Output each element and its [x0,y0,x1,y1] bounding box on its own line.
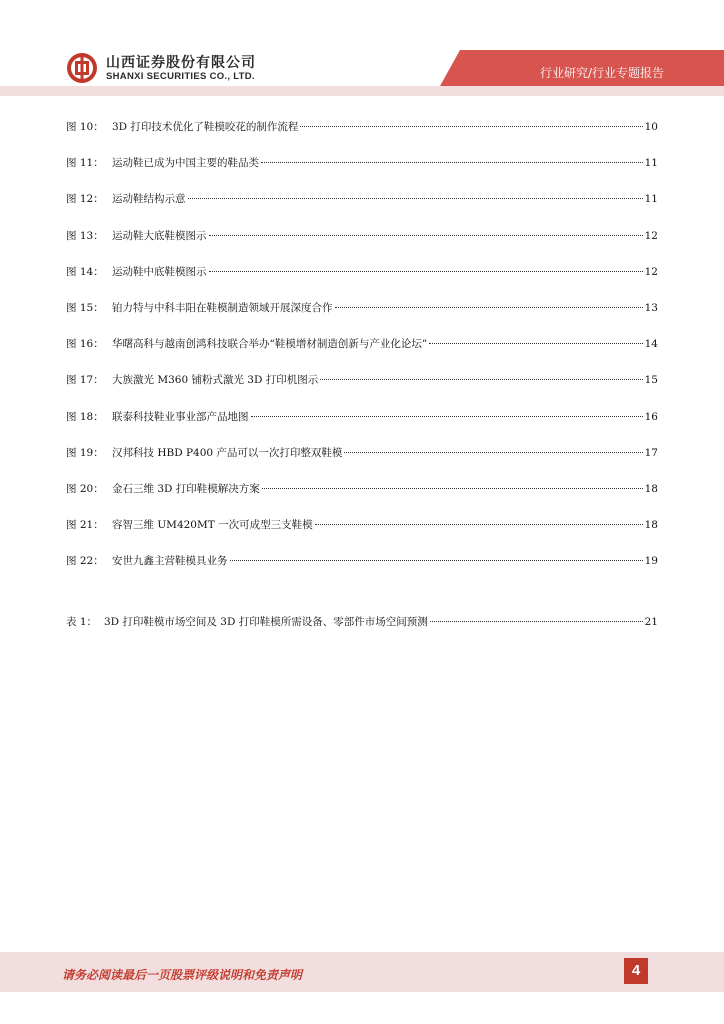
figure-page: 12 [644,229,658,242]
figure-title: 3D 打印技术优化了鞋模咬花的制作流程 [112,121,299,133]
figure-page: 10 [644,121,658,133]
figure-title: 铂力特与中科丰阳在鞋模制造领域开展深度合作 [112,301,333,314]
company-name-cn: 山西证券股份有限公司 [106,55,256,71]
table-title: 3D 打印鞋模市场空间及 3D 打印鞋模所需设备、零部件市场空间预测 [104,616,428,628]
table-page: 21 [644,616,658,628]
dot-leader [320,379,642,380]
figure-entry[interactable] [66,481,658,517]
dot-leader [262,488,643,489]
figure-entry[interactable] [66,409,658,445]
figure-label: 图 22： [66,555,104,568]
company-logo-icon [66,52,98,84]
figure-title: 运动鞋已成为中国主要的鞋品类 [112,157,259,170]
figure-label: 图 19： [66,446,104,459]
figure-page: 11 [644,193,658,206]
figure-entry[interactable] [66,445,658,481]
company-name-en: SHANXI SECURITIES CO., LTD. [106,71,255,82]
figure-entry[interactable] [66,300,658,336]
figure-title: 运动鞋大底鞋模图示 [112,229,207,242]
figure-title: 运动鞋结构示意 [112,193,186,206]
figure-title: 联泰科技鞋业事业部产品地图 [112,410,249,423]
figure-entry[interactable] [66,119,658,155]
figure-page: 15 [644,374,658,387]
dot-leader [230,560,643,561]
figure-label: 图 14： [66,265,104,278]
table-label: 表 1： [66,616,98,628]
table-list [66,614,658,650]
figure-title: 华曙高科与越南创鸿科技联合举办“鞋模增材制造创新与产业化论坛” [112,338,428,351]
figure-entry[interactable] [66,336,658,372]
dot-leader [261,162,643,163]
figure-title: 汉邦科技 HBD P400 产品可以一次打印整双鞋模 [112,446,343,459]
figure-list [66,119,658,589]
figure-label: 图 21： [66,519,104,532]
figure-label: 图 11： [66,157,104,170]
dot-leader [300,126,642,127]
dot-leader [344,452,642,453]
dot-leader [315,524,643,525]
figure-label: 图 20： [66,482,104,495]
table-entry[interactable] [66,614,658,650]
figure-page: 17 [644,446,658,459]
figure-entry[interactable] [66,264,658,300]
figure-entry[interactable] [66,228,658,264]
page-header [0,0,724,96]
figure-entry[interactable] [66,553,658,589]
figure-page: 11 [644,157,658,170]
figure-label: 图 13： [66,229,104,242]
dot-leader [429,343,642,344]
figure-entry[interactable] [66,155,658,191]
dot-leader [209,235,643,236]
dot-leader [251,416,643,417]
dot-leader [335,307,643,308]
figure-label: 图 10： [66,121,104,133]
figure-page: 18 [644,519,658,532]
figure-title: 金石三维 3D 打印鞋模解决方案 [112,482,260,495]
figure-label: 图 17： [66,374,104,387]
figure-page: 18 [644,482,658,495]
figure-label: 图 15： [66,301,104,314]
figure-label: 图 16： [66,338,104,351]
figure-title: 大族激光 M360 铺粉式激光 3D 打印机图示 [112,374,319,387]
figure-page: 13 [644,301,658,314]
dot-leader [430,621,643,622]
figure-title: 运动鞋中底鞋模图示 [112,265,207,278]
report-type-label: 行业研究/行业专题报告 [539,66,664,80]
figure-entry[interactable] [66,372,658,408]
figure-entry[interactable] [66,191,658,227]
figure-label: 图 18： [66,410,104,423]
figure-page: 14 [644,338,658,351]
figure-page: 16 [644,410,658,423]
figure-label: 图 12： [66,193,104,206]
dot-leader [188,198,643,199]
figure-title: 容智三维 UM420MT 一次可成型三支鞋模 [112,519,313,532]
figure-page: 19 [644,555,658,568]
page-number: 4 [624,958,648,984]
page-footer [0,952,724,992]
disclaimer-notice: 请务必阅读最后一页股票评级说明和免责声明 [62,968,303,982]
figure-page: 12 [644,265,658,278]
dot-leader [209,271,643,272]
figure-title: 安世九鑫主营鞋模具业务 [112,555,228,568]
figure-entry[interactable] [66,517,658,553]
